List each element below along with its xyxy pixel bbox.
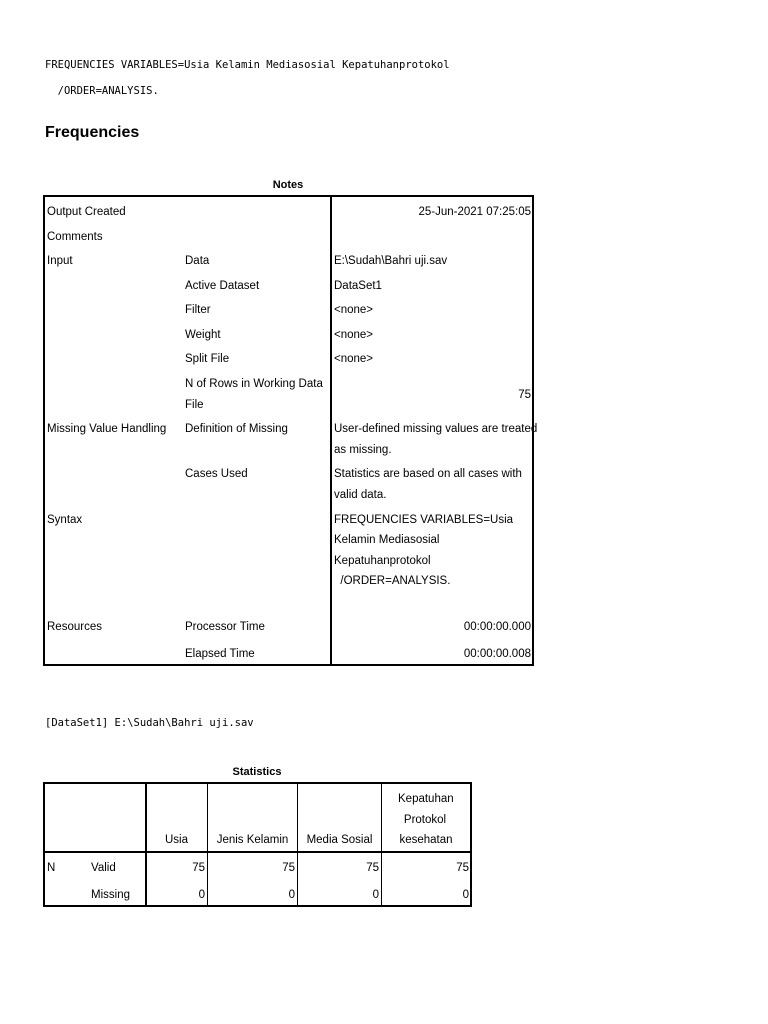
stat-col-kepatuhan-2: Protokol xyxy=(403,814,447,826)
notes-cases-used-value-2: valid data. xyxy=(334,489,387,501)
notes-cases-used-value-1: Statistics are based on all cases with xyxy=(334,468,522,480)
notes-split-file-value: <none> xyxy=(334,353,374,365)
notes-output-created-value: 25-Jun-2021 07:25:05 xyxy=(418,206,531,218)
notes-syntax-label: Syntax xyxy=(47,514,83,526)
stat-missing-jenis-kelamin: 0 xyxy=(288,889,295,901)
stat-missing-kepatuhan: 0 xyxy=(462,889,469,901)
notes-active-dataset-label: Active Dataset xyxy=(185,280,260,292)
stat-valid-media-sosial: 75 xyxy=(366,862,379,874)
notes-syntax-value-2: Kelamin Mediasosial xyxy=(334,534,440,546)
stat-col-media-sosial: Media Sosial xyxy=(306,834,373,846)
stat-missing-usia: 0 xyxy=(198,889,205,901)
notes-weight-value: <none> xyxy=(334,329,374,341)
notes-output-created-label: Output Created xyxy=(47,206,126,218)
notes-comments-label: Comments xyxy=(47,231,103,243)
statistics-title: Statistics xyxy=(232,766,282,778)
notes-processor-value: 00:00:00.000 xyxy=(463,621,531,633)
notes-syntax-value-3: Kepatuhanprotokol xyxy=(334,555,431,567)
notes-divider xyxy=(330,195,332,666)
notes-definition-label: Definition of Missing xyxy=(185,423,288,435)
stat-row-n: N xyxy=(47,862,56,874)
notes-cases-used-label: Cases Used xyxy=(185,468,248,480)
notes-title: Notes xyxy=(272,179,304,191)
notes-n-rows-label-2: File xyxy=(185,399,204,411)
notes-data-label: Data xyxy=(185,255,210,267)
stat-col-kepatuhan-3: kesehatan xyxy=(399,834,453,846)
notes-input-label: Input xyxy=(47,255,73,267)
notes-resources-label: Resources xyxy=(47,621,102,633)
stat-col-usia: Usia xyxy=(164,834,188,846)
statistics-header-divider xyxy=(43,851,472,853)
notes-n-rows-label-1: N of Rows in Working Data xyxy=(185,378,323,390)
notes-processor-label: Processor Time xyxy=(185,621,265,633)
notes-split-file-label: Split File xyxy=(185,353,230,365)
notes-definition-value-1: User-defined missing values are treated xyxy=(334,423,538,435)
stat-valid-kepatuhan: 75 xyxy=(456,862,469,874)
notes-elapsed-value: 00:00:00.008 xyxy=(463,648,531,660)
stat-valid-usia: 75 xyxy=(192,862,205,874)
notes-definition-value-2: as missing. xyxy=(334,444,392,456)
notes-active-dataset-value: DataSet1 xyxy=(334,280,382,292)
stat-row-missing: Missing xyxy=(91,889,130,901)
notes-elapsed-label: Elapsed Time xyxy=(185,648,255,660)
notes-missing-label: Missing Value Handling xyxy=(47,423,167,435)
stat-col-jenis-kelamin: Jenis Kelamin xyxy=(216,834,289,846)
stat-row-valid: Valid xyxy=(91,862,116,874)
page-title: Frequencies xyxy=(45,124,140,141)
notes-syntax-value-4: /ORDER=ANALYSIS. xyxy=(334,575,451,587)
syntax-line-2: /ORDER=ANALYSIS. xyxy=(45,85,159,97)
notes-syntax-value-1: FREQUENCIES VARIABLES=Usia xyxy=(334,514,514,526)
notes-filter-value: <none> xyxy=(334,304,374,316)
notes-weight-label: Weight xyxy=(185,329,221,341)
stat-valid-jenis-kelamin: 75 xyxy=(282,862,295,874)
stat-missing-media-sosial: 0 xyxy=(372,889,379,901)
notes-n-rows-value: 75 xyxy=(518,389,531,401)
dataset-line: [DataSet1] E:\Sudah\Bahri uji.sav xyxy=(45,717,254,729)
stat-col-kepatuhan-1: Kepatuhan xyxy=(398,793,454,805)
notes-filter-label: Filter xyxy=(185,304,211,316)
notes-data-value: E:\Sudah\Bahri uji.sav xyxy=(334,255,448,267)
syntax-line-1: FREQUENCIES VARIABLES=Usia Kelamin Mediasosial Kepatuhanprotokol xyxy=(45,59,450,71)
